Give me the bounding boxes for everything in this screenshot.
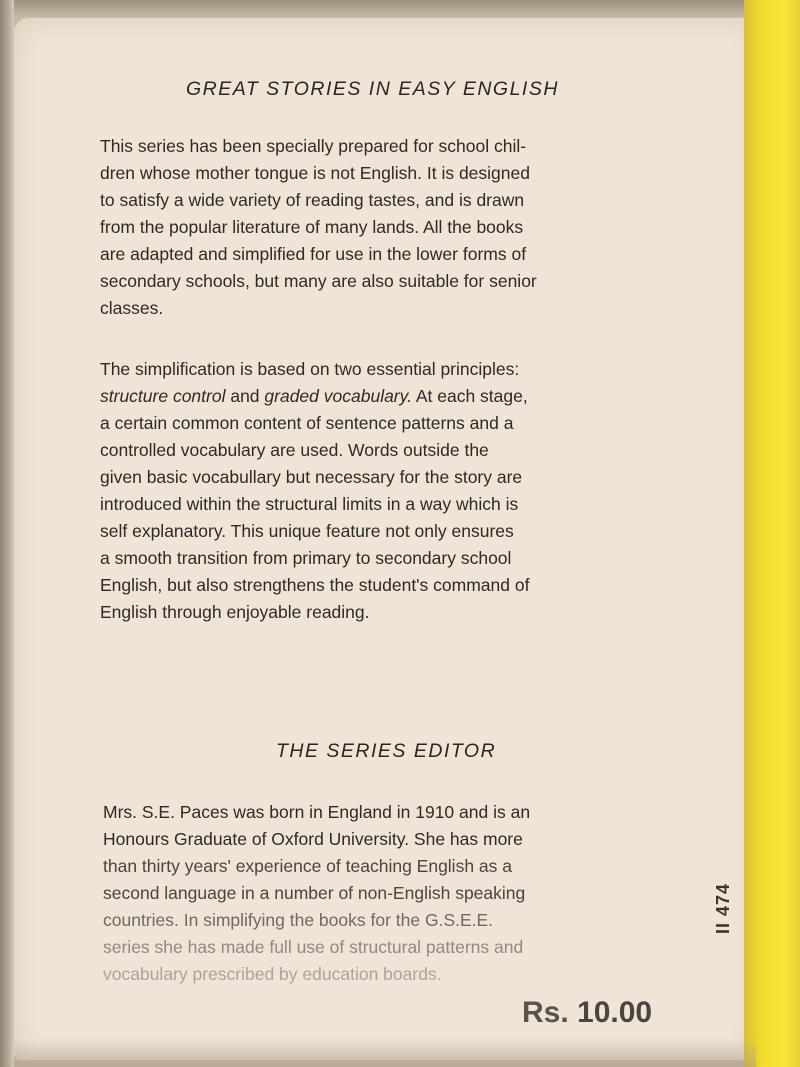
principles-line: self explanatory. This unique feature not only ensures [100, 521, 514, 541]
price-tag [522, 996, 652, 1030]
intro-line: are adapted and simplified for use in the lower forms of [100, 244, 527, 264]
intro-line: dren whose mother tongue is not English. It is designed [100, 163, 530, 183]
spine-code [704, 868, 744, 948]
term-graded-vocabulary: graded vocabulary. [264, 386, 412, 406]
principles-line: a certain common content of sentence patterns and a [100, 413, 514, 433]
intro-paragraph [100, 133, 668, 322]
editor-paragraph [103, 799, 675, 988]
editor-line: second language in a number of non-English speaking [103, 883, 526, 903]
principles-terms-line [100, 383, 676, 410]
principles-line: English through enjoyable reading. [100, 602, 370, 622]
intro-line: to satisfy a wide variety of reading tastes, and is drawn [100, 190, 525, 210]
editor-heading: THE SERIES EDITOR [276, 740, 497, 762]
term-joiner: and [225, 386, 265, 406]
cover-top-edge [0, 0, 760, 18]
yellow-spine [744, 0, 800, 1067]
principles-paragraph [100, 356, 676, 626]
editor-line: series she has made full use of structural patterns and [103, 937, 524, 957]
series-heading: GREAT STORIES IN EASY ENGLISH [186, 78, 559, 100]
editor-line: countries. In simplifying the books for the G.S.E.E. [103, 910, 494, 930]
intro-line: This series has been specially prepared for school chil- [100, 136, 527, 156]
editor-line: Honours Graduate of Oxford University. She has more [103, 829, 523, 849]
intro-line: secondary schools, but many are also suitable for senior [100, 271, 537, 291]
editor-line: Mrs. S.E. Paces was born in England in 1910 and is an [103, 802, 531, 822]
intro-line: classes. [100, 298, 164, 318]
price-currency: Rs. [522, 996, 569, 1029]
principles-opening: The simplification is based on two essential principles: [100, 359, 520, 379]
principles-line: introduced within the structural limits in a way which is [100, 494, 519, 514]
term-structure-control: structure control [100, 386, 226, 406]
principles-line: a smooth transition from primary to secondary school [100, 548, 512, 568]
editor-line: than thirty years' experience of teaching English as a [103, 856, 512, 876]
principles-line: controlled vocabulary are used. Words outside the [100, 440, 489, 460]
price-amount: 10.00 [577, 996, 653, 1029]
intro-line: from the popular literature of many lands. All the books [100, 217, 524, 237]
principles-line: given basic vocabullary but necessary for the story are [100, 467, 523, 487]
principles-line: English, but also strengthens the student's command of [100, 575, 530, 595]
cover-left-edge [0, 0, 14, 1067]
terms-tail: At each stage, [411, 386, 528, 406]
spine-code-text: II 474 [713, 882, 734, 934]
cover-bottom-wear [14, 1039, 756, 1067]
editor-line: vocabulary prescribed by education boards. [103, 964, 442, 984]
